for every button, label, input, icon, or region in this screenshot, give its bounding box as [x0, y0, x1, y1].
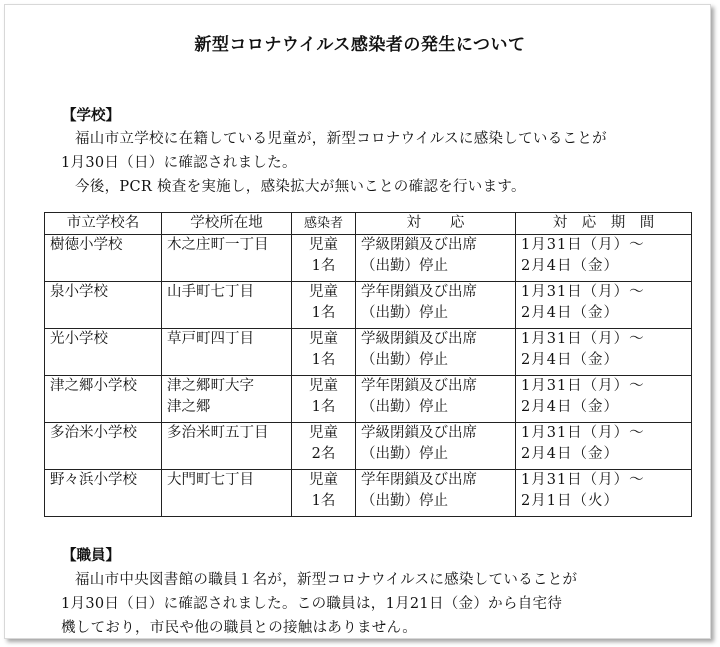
- staff-text-line-3: 機しており，市民や他の職員との接触はありません。: [61, 620, 418, 636]
- header-infected: 感染者: [292, 213, 356, 235]
- cell-address: 山手町七丁目: [162, 282, 292, 329]
- cell-address: 津之郷町大字 津之郷: [162, 376, 292, 423]
- cell-infected: 児童 1名: [292, 376, 356, 423]
- header-address: 学校所在地: [162, 213, 292, 235]
- school-text-line-2: 1月30日（日）に確認されました。: [61, 155, 297, 171]
- page-title: 新型コロナウイルス感染者の発生について: [194, 35, 526, 55]
- staff-text-line-1: 福山市中央図書館の職員１名が，新型コロナウイルスに感染していることが: [75, 572, 578, 588]
- table-row: [45, 376, 692, 423]
- table-row: [45, 423, 692, 470]
- cell-infected: 児童 1名: [292, 235, 356, 282]
- cell-response: 学級閉鎖及び出席 （出勤）停止: [356, 329, 516, 376]
- staff-text-line-2: 1月30日（日）に確認されました。この職員は，1月21日（金）から自宅待: [61, 596, 563, 612]
- cell-school-name: 津之郷小学校: [45, 376, 162, 423]
- cell-school-name: 野々浜小学校: [45, 470, 162, 517]
- cell-response: 学年閉鎖及び出席 （出勤）停止: [356, 282, 516, 329]
- school-text-line-3: 今後，PCR 検査を実施し，感染拡大が無いことの確認を行います。: [75, 179, 526, 195]
- staff-section-heading: 【職員】: [62, 548, 120, 564]
- header-response: 対 応: [356, 213, 516, 235]
- cell-response: 学級閉鎖及び出席 （出勤）停止: [356, 235, 516, 282]
- cell-period: 1月31日（月）～ 2月4日（金）: [516, 376, 692, 423]
- header-period: 対 応 期 間: [516, 213, 692, 235]
- table-header-row: [45, 213, 692, 235]
- cell-period: 1月31日（月）～ 2月4日（金）: [516, 282, 692, 329]
- cell-period: 1月31日（月）～ 2月4日（金）: [516, 235, 692, 282]
- cell-response: 学年閉鎖及び出席 （出勤）停止: [356, 470, 516, 517]
- header-school-name: 市立学校名: [45, 213, 162, 235]
- cell-school-name: 光小学校: [45, 329, 162, 376]
- school-text-line-1: 福山市立学校に在籍している児童が，新型コロナウイルスに感染していることが: [75, 131, 607, 147]
- table-row: [45, 470, 692, 517]
- table-row: [45, 282, 692, 329]
- cell-infected: 児童 1名: [292, 470, 356, 517]
- cell-address: 木之庄町一丁目: [162, 235, 292, 282]
- cell-period: 1月31日（月）～ 2月1日（火）: [516, 470, 692, 517]
- cell-infected: 児童 1名: [292, 329, 356, 376]
- cell-school-name: 樹徳小学校: [45, 235, 162, 282]
- cell-period: 1月31日（月）～ 2月4日（金）: [516, 329, 692, 376]
- school-section-heading: 【学校】: [62, 108, 120, 124]
- infection-table: [44, 212, 692, 517]
- cell-address: 草戸町四丁目: [162, 329, 292, 376]
- table-row: [45, 329, 692, 376]
- cell-infected: 児童 2名: [292, 423, 356, 470]
- cell-address: 大門町七丁目: [162, 470, 292, 517]
- cell-school-name: 多治米小学校: [45, 423, 162, 470]
- cell-response: 学年閉鎖及び出席 （出勤）停止: [356, 376, 516, 423]
- cell-school-name: 泉小学校: [45, 282, 162, 329]
- cell-period: 1月31日（月）～ 2月4日（金）: [516, 423, 692, 470]
- cell-infected: 児童 1名: [292, 282, 356, 329]
- cell-address: 多治米町五丁目: [162, 423, 292, 470]
- cell-response: 学級閉鎖及び出席 （出勤）停止: [356, 423, 516, 470]
- table-row: [45, 235, 692, 282]
